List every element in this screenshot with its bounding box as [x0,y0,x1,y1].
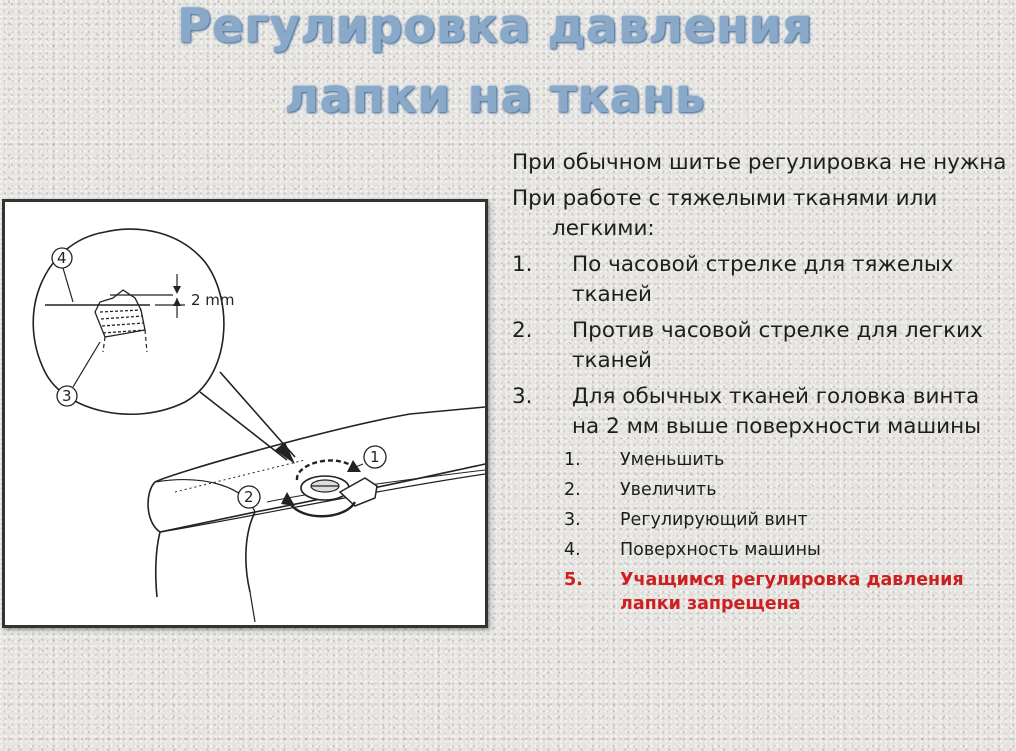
legend-item [564,448,1012,472]
dimension-label: 2 mm [191,291,235,309]
legend-text: Увеличить [620,480,717,500]
callout-1: 1 [370,448,380,466]
step-item [512,382,1012,442]
legend-text: Регулирующий винт [620,510,808,530]
step-number: 1. [512,252,533,277]
legend-item-warning [564,568,1012,616]
intro-line-2: При работе с тяжелыми тканями или легкими: [512,186,938,241]
steps-list [512,250,1012,442]
step-text: Для обычных тканей головка винта на 2 мм выше поверхности машины [572,384,982,439]
legend-item [564,538,1012,562]
legend-item [564,478,1012,502]
legend-number: 2. [564,480,581,500]
legend-number: 3. [564,510,581,530]
slide-title-line2: лапки на ткань [284,69,706,124]
legend-text: Поверхность машины [620,540,821,560]
callout-2: 2 [244,488,254,506]
step-number: 3. [512,384,533,409]
illustration-svg [5,202,485,625]
legend-number: 4. [564,540,581,560]
machine-illustration [2,199,488,628]
instructions-column [512,148,1012,622]
step-item [512,316,1012,376]
legend-list [564,448,1012,616]
step-number: 2. [512,318,533,343]
intro-line-1: При обычном шитье регулировка не нужна [512,150,1007,175]
callout-4: 4 [57,249,67,267]
legend-number: 1. [564,450,581,470]
legend-number: 5. [564,570,583,590]
step-item [512,250,1012,310]
legend-text: Уменьшить [620,450,725,470]
legend-item [564,508,1012,532]
warning-text: Учащимся регулировка давления лапки запрещена [620,570,964,614]
step-text: Против часовой стрелке для легких тканей [572,318,983,373]
step-text: По часовой стрелке для тяжелых тканей [572,252,954,307]
slide-title-line1: Регулировка давления [177,0,813,54]
callout-3: 3 [62,387,72,405]
